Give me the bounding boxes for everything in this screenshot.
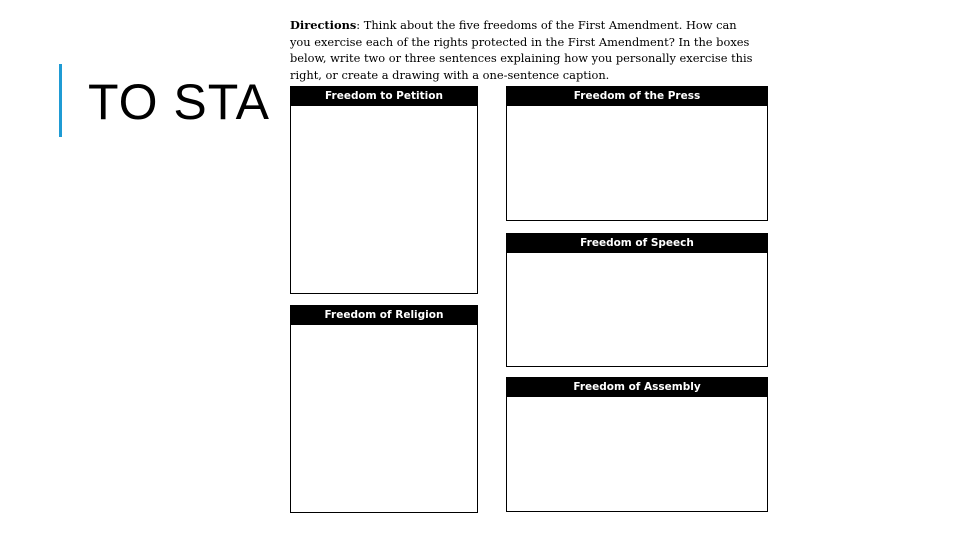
press-box <box>506 86 768 221</box>
petition-box-header: Freedom to Petition <box>291 87 477 106</box>
speech-box-header: Freedom of Speech <box>507 234 767 253</box>
speech-box <box>506 233 768 367</box>
directions-text <box>290 17 760 83</box>
assembly-box-header: Freedom of Assembly <box>507 378 767 397</box>
petition-box <box>290 86 478 294</box>
press-box-header: Freedom of the Press <box>507 87 767 106</box>
worksheet-image <box>270 8 790 533</box>
directions-body: : Think about the five freedoms of the First Amendment. How can you exercise each of the rights protected in the First Amendment? In the boxes below, write two or three sentences explaining how you personally exercise this right, or create a drawing with a one-sentence caption. <box>290 18 753 82</box>
assembly-box <box>506 377 768 512</box>
religion-box <box>290 305 478 513</box>
religion-box-header: Freedom of Religion <box>291 306 477 325</box>
title-accent-bar <box>59 64 62 137</box>
slide-title: TO STA <box>88 74 270 130</box>
directions-label: Directions <box>290 18 357 32</box>
